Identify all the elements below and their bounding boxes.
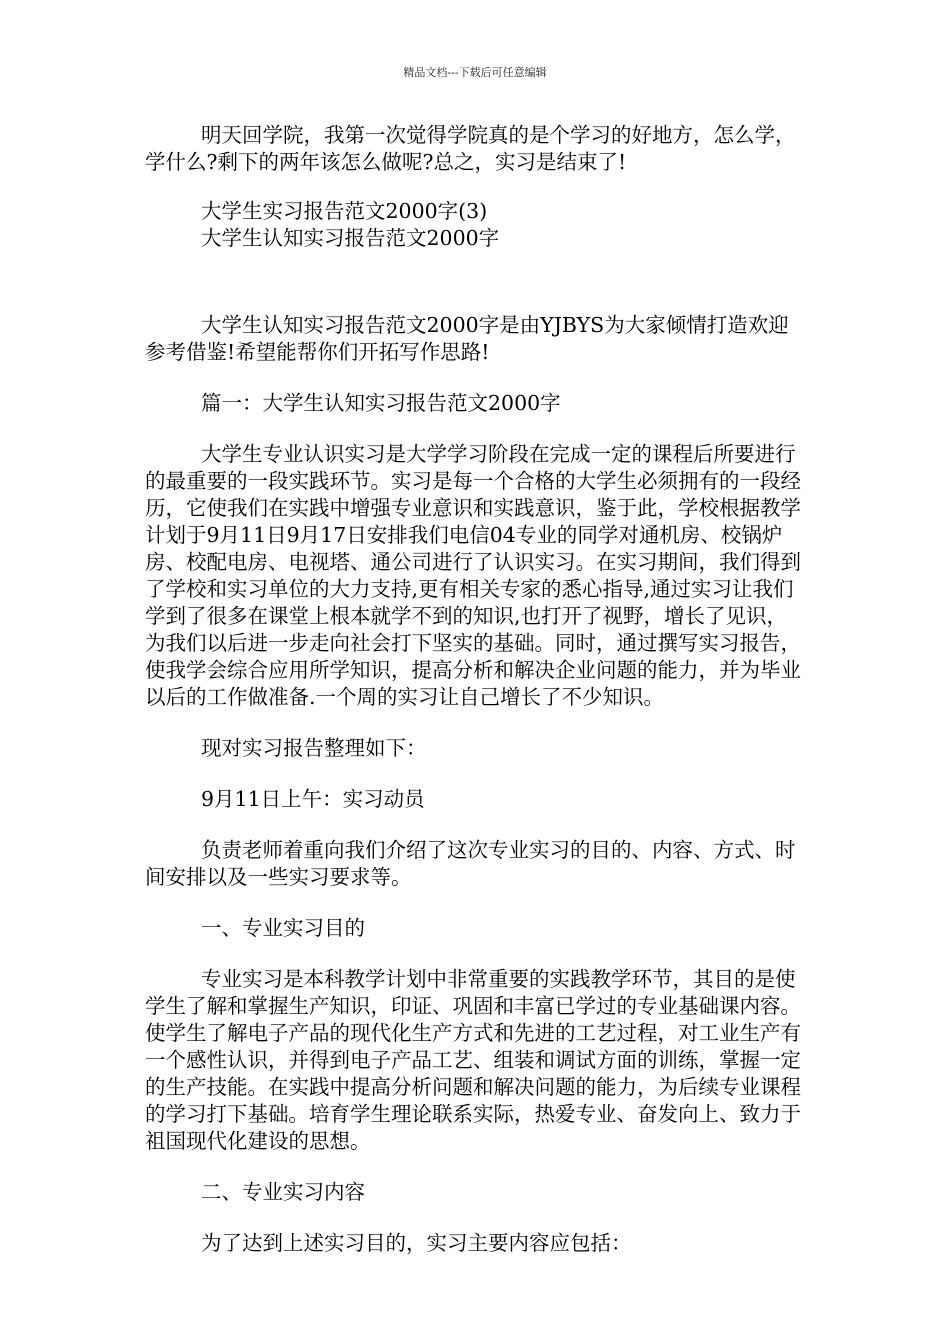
schedule-entry: 9月11日上午：实习动员 — [201, 787, 425, 811]
paragraph-purpose: 专业实习是本科教学计划中非常重要的实践教学环节，其目的是使学生了解和掌握生产知识，印证、巩固和丰富已学过的专业基础课内容。使学生了解电子产品的现代化生产方式和先进的工艺过程，对工业生产有一个感性认识，并得到电子产品工艺、组装和调试方面的训练，掌握一定的生产技能。在实践中提高分析问题和解决问题的能力，为后续专业课程的学习打下基础。培育学生理论联系实际，热爱专业、奋发向上、致力于祖国现代化建设的思想。 — [145, 967, 801, 1153]
section-title-report-3: 大学生实习报告范文2000字(3) — [201, 199, 488, 223]
document-body — [145, 122, 805, 1257]
paragraph-mobilization: 负责老师着重向我们介绍了这次专业实习的目的、内容、方式、时间安排以及一些实习要求等。 — [145, 838, 796, 889]
heading-content: 二、专业实习内容 — [201, 1180, 365, 1204]
paragraph-summary-lead: 现对实习报告整理如下： — [201, 736, 427, 760]
paragraph-content-lead: 为了达到上述实习目的，实习主要内容应包括： — [201, 1231, 632, 1255]
page-header-note: 精品文档---下载后可任意编辑 — [403, 66, 547, 79]
paragraph-closing: 明天回学院，我第一次觉得学院真的是个学习的好地方，怎么学，学什么?剩下的两年该怎么做呢?总之，实习是结束了! — [145, 123, 796, 174]
paragraph-overview: 大学生专业认识实习是大学学习阶段在完成一定的课程后所要进行的最重要的一段实践环节。实习是每一个合格的大学生必须拥有的一段经历，它使我们在实践中增强专业意识和实践意识，鉴于此，学校根据教学计划于9月11日9月17日安排我们电信04专业的同学对通机房、校锅炉房、校配电房、电视塔、通公司进行了认识实习。在实习期间，我们得到了学校和实习单位的大力支持,更有相关专家的悉心指导,通过实习让我们学到了很多在课堂上根本就学不到的知识,也打开了视野，增长了见识，为我们以后进一步走向社会打下坚实的基础。同时，通过撰写实习报告，使我学会综合应用所学知识，提高分析和解决企业问题的能力，并为毕业以后的工作做准备.一个周的实习让自己增长了不少知识。 — [145, 442, 801, 709]
chapter-heading: 篇一：大学生认知实习报告范文2000字 — [201, 391, 561, 415]
paragraph-intro: 大学生认知实习报告范文2000字是由YJBYS为大家倾情打造欢迎参考借鉴!希望能帮你们开拓写作思路! — [145, 313, 789, 364]
document-title: 大学生认知实习报告范文2000字 — [201, 226, 500, 250]
heading-purpose: 一、专业实习目的 — [201, 916, 365, 940]
